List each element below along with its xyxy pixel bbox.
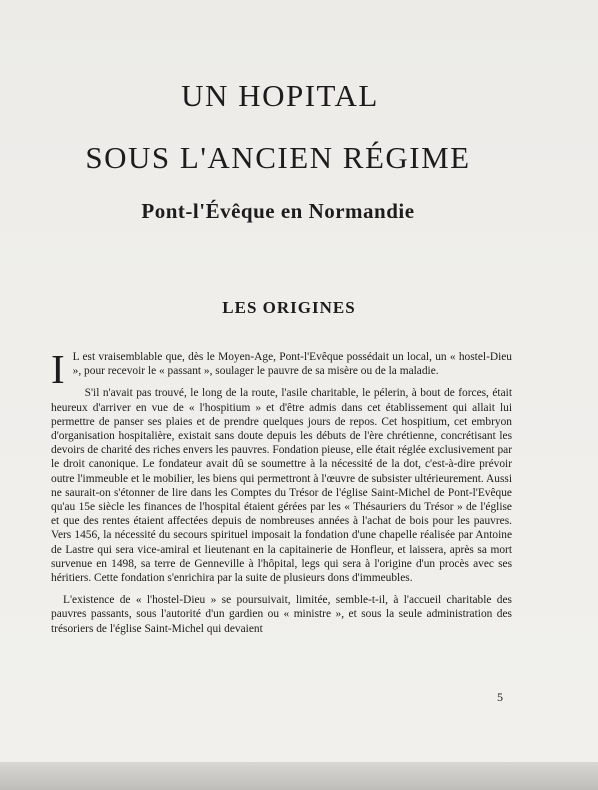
drop-cap: I: [51, 346, 65, 392]
paragraph-1: [51, 346, 512, 392]
title-line-2: SOUS L'ANCIEN RÉGIME: [85, 140, 471, 175]
paragraph-3: L'existence de « l'hostel-Dieu » se poursuivait, limitée, semble-t-il, à l'accueil charitable des pauvres passants, sous l'autorité d'un gardien ou « ministre », et sous la seule administration des trésoriers de l'église Saint-Michel qui devaient: [51, 594, 512, 635]
page-number: 5: [497, 690, 503, 704]
subtitle: Pont-l'Évêque en Normandie: [141, 199, 415, 223]
body-text: [51, 346, 512, 644]
paragraph-1-text: L est vraisemblable que, dès le Moyen-Age, Pont-l'Evêque possédait un local, un « hostel-Dieu », pour recevoir le « passant », soulager le pauvre de sa misère ou de la maladie.: [72, 351, 512, 378]
page-edge-shadow: [0, 762, 598, 790]
paragraph-2: S'il n'avait pas trouvé, le long de la route, l'asile charitable, le pélerin, à bout de forces, était heureux d'arriver en vue de « l'hospitium » et d'être admis dans cet établissement qui allait lui permettre de panser ses plaies et de prendre quelques jours de repos. Cet hospitium, cet embryon d'organisation hospitalière, existait sans doute depuis les débuts de l'ère chrétienne, concrétisant les devoirs de charité des riches envers les pauvres. Fondation pieuse, elle était réglée exclusivement par le droit canonique. Le fondateur avait dû se soumettre à la nécessité de la dot, c'est-à-dire prévoir outre l'immeuble et le mobilier, les biens qui permettront à l'œuvre de subsister ultérieurement. Aussi ne saurait-on s'étonner de lire dans les Comptes du Trésor de l'église Saint-Michel de Pont-l'Evêque qu'au 15e siècle les finances de l'hospital étaient gérées par les « Thésauriers du Trésor » de l'église et que des rentes étaient affectées depuis de nombreuses années à l'achat de bois pour les pauvres. Vers 1456, la nécessité du secours spirituel imposait la fondation d'une chapelle réalisée par Antoine de Lastre qui sera vice-amiral et lieutenant en la capitainerie de Honfleur, et laissera, après sa mort survenue en 1498, sa terre de Genneville à l'hôpital, legs qui sera à l'origine d'un procès avec ses héritiers. Cette fondation s'enrichira par la suite de plusieurs dons d'immeubles.: [51, 387, 512, 585]
section-heading: LES ORIGINES: [222, 298, 356, 317]
title-line-1: UN HOPITAL: [181, 78, 379, 113]
